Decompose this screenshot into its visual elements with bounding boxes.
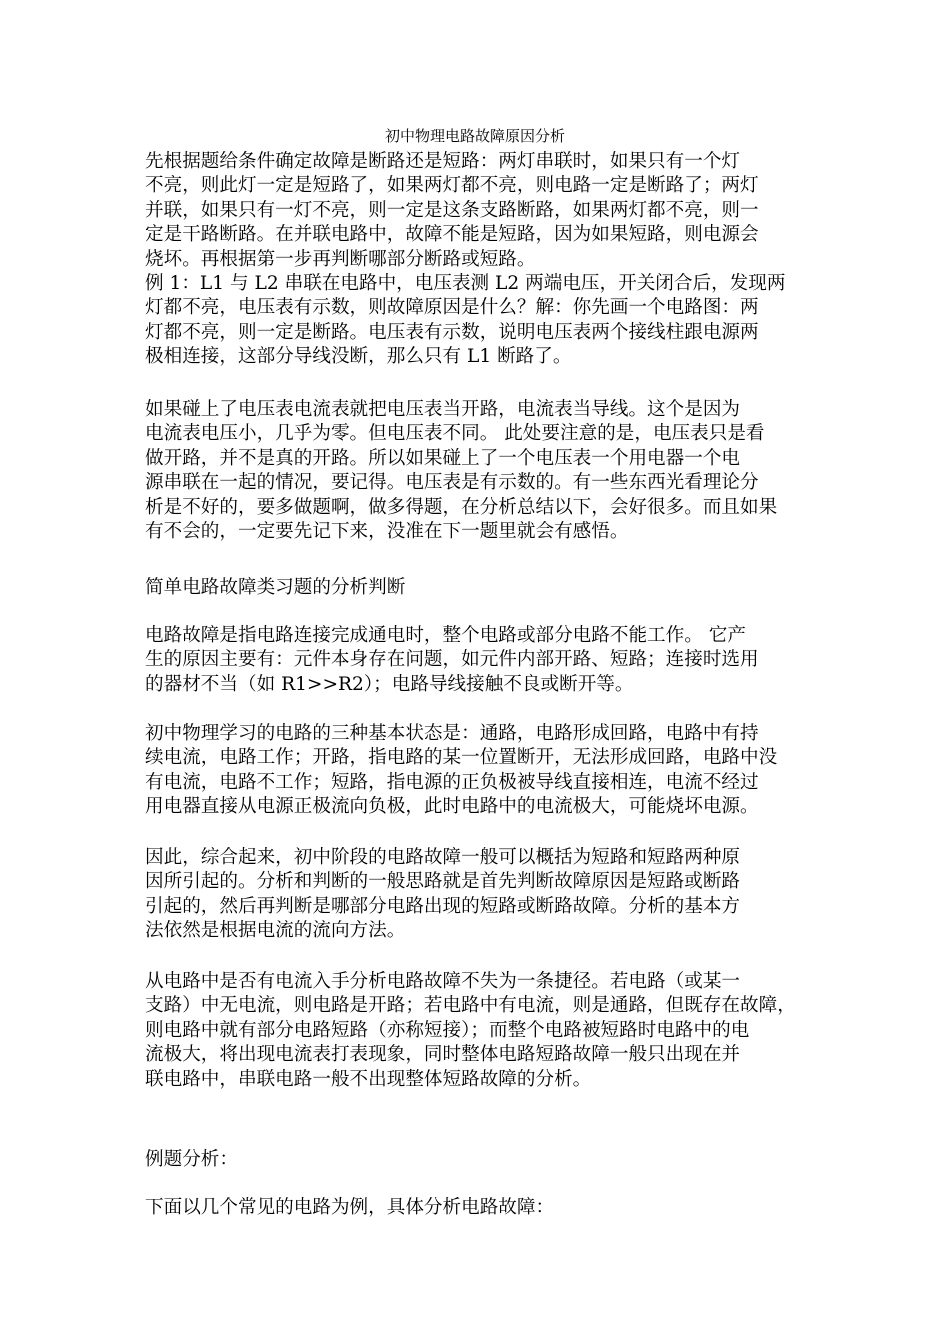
paragraph-current-based-analysis: 从电路中是否有电流入手分析电路故障不失为一条捷径。若电路（或某一 支路）中无电流，则电路是开路；若电路中有电流，则是通路，但既存在故障， 则电路中就有部分电路短路（亦称短接）；而整个电路被短路时电路中的电 流极大，将出现电流表打表现象，同时整体电路短路故障一般只出现在并 联电路中，串联电路一般不出现整体短路故障的分析。	[145, 971, 796, 1090]
paragraph-meter-tips: 如果碰上了电压表电流表就把电压表当开路，电流表当导线。这个是因为 电流表电压小，几乎为零。但电压表不同。 此处要注意的是，电压表只是看 做开路，并不是真的开路。所以如果碰上了一个电压表一个用电器一个电 源串联在一起的情况，要记得。电压表是有示数的。有一些东西光看理论分 析是不好的，要多做题啊，做多得题，在分析总结以下，会好很多。而且如果 有不会的，一定要先记下来，没准在下一题里就会有感悟。	[145, 399, 778, 543]
document-title: 初中物理电路故障原因分析	[384, 127, 565, 145]
paragraph-three-circuit-states: 初中物理学习的电路的三种基本状态是：通路，电路形成回路，电路中有持 续电流，电路工作；开路，指电路的某一位置断开，无法形成回路，电路中没 有电流，电路不工作；短路，指电源的正负极被导线直接相连，电流不经过 用电器直接从电源正极流向负极，此时电路中的电流极大，可能烧坏电源。	[145, 723, 778, 818]
paragraph-fault-analysis-approach: 因此，综合起来，初中阶段的电路故障一般可以概括为短路和短路两种原 因所引起的。分析和判断的一般思路就是首先判断故障原因是短路或断路 引起的，然后再判断是哪部分电路出现的短路或断路故障。分析的基本方 法依然是根据电流的流向方法。	[145, 847, 741, 942]
section-heading-simple-circuit-faults: 简单电路故障类习题的分析判断	[145, 577, 406, 598]
paragraph-fault-determination: 先根据题给条件确定故障是断路还是短路：两灯串联时，如果只有一个灯 不亮，则此灯一定是短路了，如果两灯都不亮，则电路一定是断路了；两灯 并联，如果只有一灯不亮，则一定是这条支路断路，如果两灯都不亮，则一 定是干路断路。在并联电路中，故障不能是短路，因为如果短路，则电源会 烧坏。再根据第一步再判断哪部分断路或短路。 例 1：L1 与 L2 串联在电路中，电压表测 L2 两端电压，开关闭合后，发现两 灯都不亮，电压表有示数，则故障原因是什么？解：你先画一个电路图：两 灯都不亮，则一定是断路。电压表有示数，说明电压表两个接线柱跟电源两 极相连接，这部分导线没断，那么只有 L1 断路了。	[145, 151, 786, 368]
paragraph-examples-intro: 下面以几个常见的电路为例，具体分析电路故障：	[145, 1197, 555, 1218]
section-heading-example-analysis: 例题分析：	[145, 1149, 238, 1170]
paragraph-fault-definition: 电路故障是指电路连接完成通电时，整个电路或部分电路不能工作。 它产 生的原因主要有：元件本身存在问题，如元件内部开路、短路；连接时选用 的器材不当（如 R1>>R2）；电路导线接触不良或断开等。	[145, 625, 759, 695]
